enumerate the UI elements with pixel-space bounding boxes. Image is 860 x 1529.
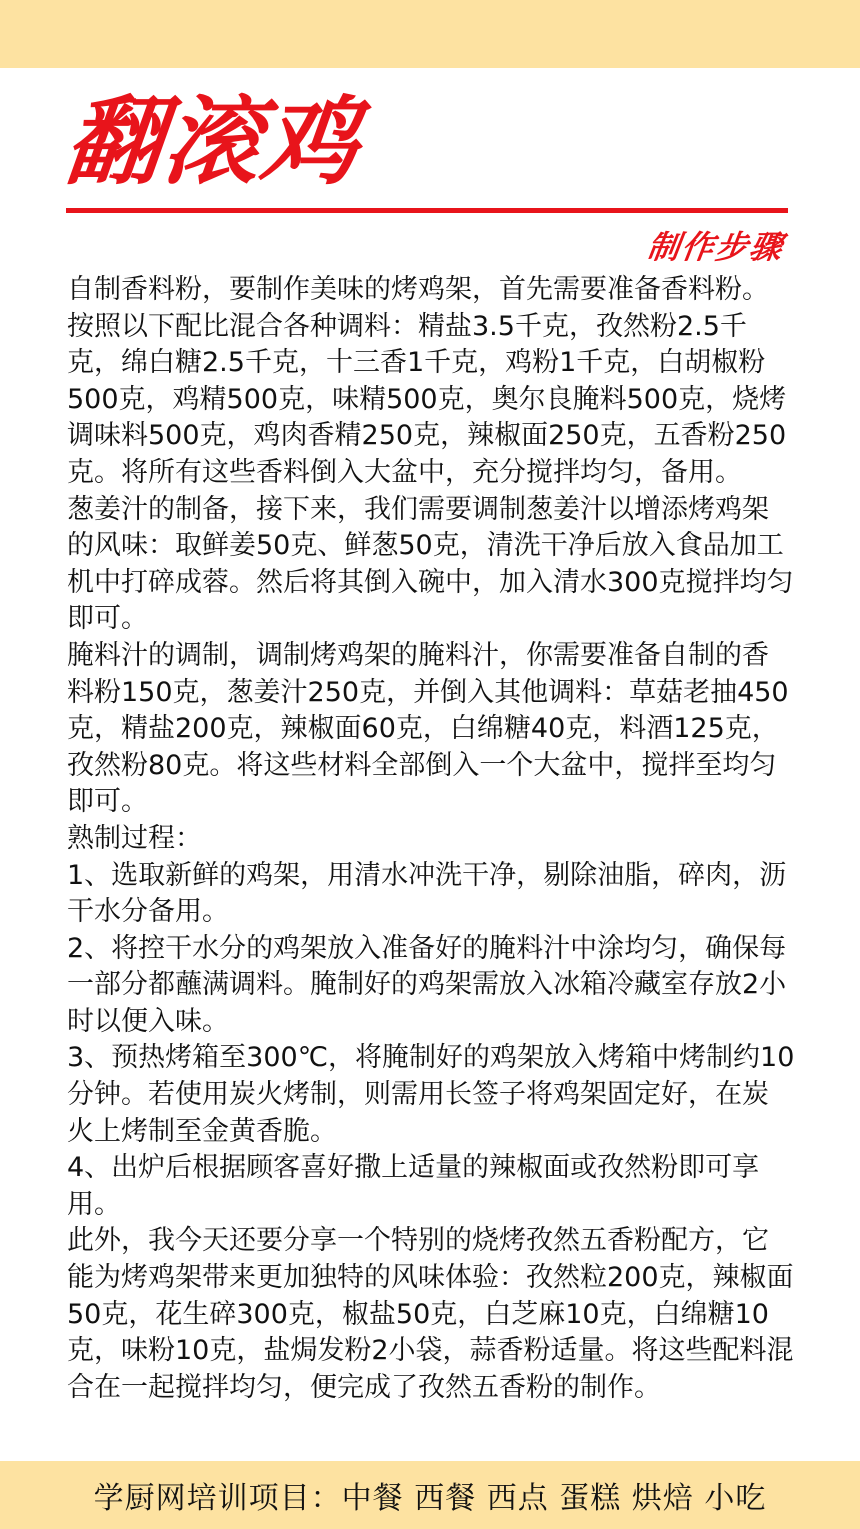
- paragraph-marinade: 腌料汁的调制，调制烤鸡架的腌料汁，你需要准备自制的香料粉150克，葱姜汁250克，并倒入其他调料：草菇老抽450克，精盐200克，辣椒面60克，白绵糖40克，料酒125克，孜然粉80克。将这些材料全部倒入一个大盆中，搅拌至均匀即可。: [67, 639, 789, 818]
- section-subtitle: 制作步骤: [645, 228, 787, 266]
- paragraph-step-3: 3、预热烤箱至300℃，将腌制好的鸡架放入烤箱中烤制约10分钟。若使用炭火烤制，则需用长签子将鸡架固定好，在炭火上烤制至金黄香脆。: [67, 1042, 795, 1147]
- paragraph-cooking-heading: 熟制过程：: [67, 822, 202, 854]
- paragraph-seasoning-recipe: 此外，我今天还要分享一个特别的烧烤孜然五香粉配方，它能为烤鸡架带来更加独特的风味体验：孜然粒200克，辣椒面50克，花生碎300克，椒盐50克，白芝麻10克，白绵糖10克，味粉10克，盐焗发粉2小袋，蒜香粉适量。将这些配料混合在一起搅拌均匀，便完成了孜然五香粉的制作。: [67, 1225, 794, 1403]
- page-title: 翻滚鸡: [60, 86, 366, 198]
- paragraph-step-4: 4、出炉后根据顾客喜好撒上适量的辣椒面或孜然粉即可享用。: [67, 1152, 760, 1220]
- top-banner: [0, 0, 860, 68]
- title-divider: [66, 208, 788, 213]
- footer-banner: [0, 1461, 860, 1529]
- footer-text: 学厨网培训项目：中餐 西餐 西点 蛋糕 烘焙 小吃: [93, 1481, 767, 1516]
- paragraph-spice-powder: 自制香料粉，要制作美味的烤鸡架，首先需要准备香料粉。按照以下配比混合各种调料：精盐3.5千克，孜然粉2.5千克，绵白糖2.5千克，十三香1千克，鸡粉1千克，白胡椒粉500克，鸡精500克，味精500克，奥尔良腌料500克，烧烤调味料500克，鸡肉香精250克，辣椒面250克，五香粉250克。将所有这些香料倒入大盆中，充分搅拌均匀，备用。: [67, 274, 787, 488]
- paragraph-scallion-ginger-juice: 葱姜汁的制备，接下来，我们需要调制葱姜汁以增添烤鸡架的风味：取鲜姜50克、鲜葱50克，清洗干净后放入食品加工机中打碎成蓉。然后将其倒入碗中，加入清水300克搅拌均匀即可。: [67, 493, 794, 635]
- paragraph-step-1: 1、选取新鲜的鸡架，用清水冲洗干净，剔除油脂，碎肉，沥干水分备用。: [67, 859, 787, 928]
- article-body: [67, 272, 795, 1406]
- paragraph-step-2: 2、将控干水分的鸡架放入准备好的腌料汁中涂均匀，确保每一部分都蘸满调料。腌制好的鸡架需放入冰箱冷藏室存放2小时以便入味。: [67, 932, 787, 1037]
